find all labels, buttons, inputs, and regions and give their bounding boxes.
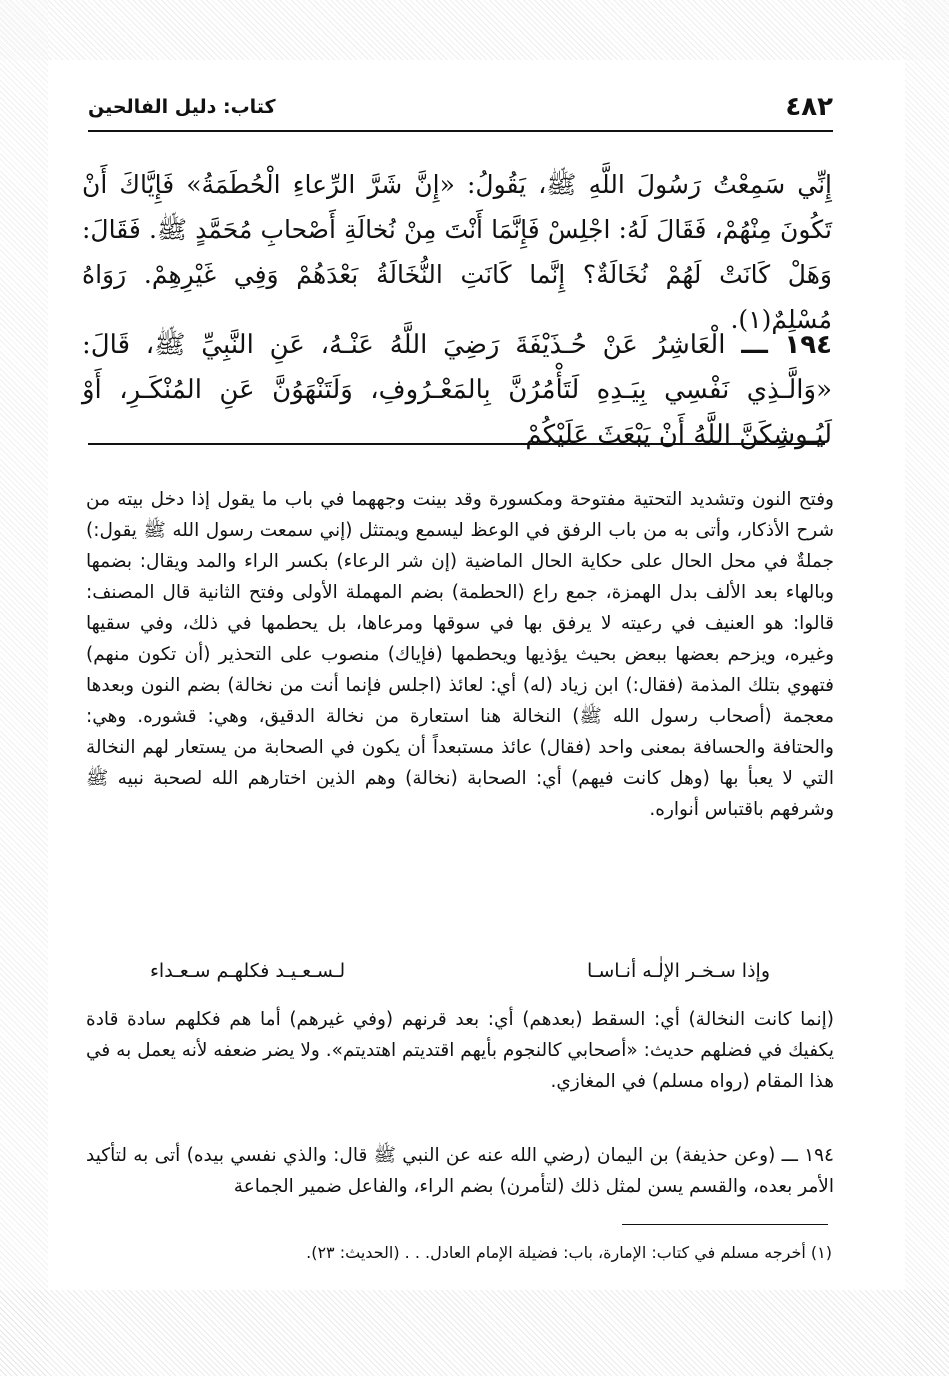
footnote: (١) أخرجه مسلم في كتاب: الإمارة، باب: فضيلة الإمام العادل. . . (الحديث: ٢٣). bbox=[306, 1243, 832, 1262]
page-header bbox=[88, 88, 833, 128]
hadith-number: ١٩٤ ـــ bbox=[741, 330, 833, 360]
page-edge-texture bbox=[0, 0, 949, 60]
page-number: ٤٨٢ bbox=[785, 92, 833, 122]
header-divider bbox=[88, 130, 833, 132]
commentary-paragraph: وفتح النون وتشديد التحتية مفتوحة ومكسورة وقد بينت وجههما في باب ما يقول إذا دخل بيته من شرح الأذكار، وأتى به من باب الرفق في الوعظ ليسمع ويمتثل (إني سمعت رسول الله ﷺ يقول:) جملةٌ في محل الحال على حكاية الحال الماضية (إن شر الرعاء) بكسر الراء والمد ويقال: بضمها وبالهاء بعد الألف بدل الهمزة، جمع راع (الحطمة) بضم المهملة الأولى وفتح الثانية قال المصنف: قالوا: هو العنيف في رعيته لا يرفق بها في سوقها ومرعاها، بل يحطمها في ذلك، وفي سقيها وغيره، ويزحم بعضها ببعض بحيث يؤذيها ويحطمها (فإياك) منصوب على التحذير (أن تكون منهم) فتهوي بتلك المذمة (فقال:) ابن زياد (له) أي: لعائذ (اجلس فإنما أنت من نخالة) بضم النون وبعدها معجمة (أصحاب رسول الله ﷺ) النخالة هنا استعارة من نخالة الدقيق، وهي: قشوره. وهي: والحتافة والحسافة بمعنى واحد (فقال) عائذ مستبعداً أن يكون في الصحابة من يستعار لهم النخالة التي لا يعبأ بها (وهل كانت فيهم) أي: الصحابة (نخالة) وهم الذين اختارهم الله لصحبة نبيه ﷺ وشرفهم باقتباس أنواره. bbox=[86, 489, 834, 820]
text-commentary-divider bbox=[88, 443, 825, 445]
poem-verse bbox=[150, 956, 770, 986]
page-edge-texture bbox=[0, 0, 48, 1376]
commentary-paragraph: ١٩٤ ـــ (وعن حذيفة) بن اليمان (رضي الله عنه عن النبي ﷺ قال: والذي نفسي بيده) أتى به لتأكيد الأمر بعده، والقسم يسن لمثل ذلك (لتأمرن) بضم الراء، والفاعل ضمير الجماعة bbox=[86, 1145, 834, 1197]
page-edge-texture bbox=[0, 1290, 949, 1376]
poem-hemistich-first: وإذا سـخـر الإلٰـه أنـاسـا bbox=[587, 960, 770, 982]
poem-hemistich-second: لـسـعـيـد فكلهـم سـعـداء bbox=[150, 960, 346, 982]
page-edge-texture bbox=[905, 0, 949, 1376]
hadith-194 bbox=[82, 323, 832, 458]
hadith-text-continuation: إِنِّي سَمِعْتُ رَسُولَ اللَّهِ ﷺ، يَقُولُ: «إِنَّ شَرَّ الرِّعاءِ الْحُطَمَةُ» فَإِيَّاكَ أَنْ تَكُونَ مِنْهُمْ، فَقَالَ لَهُ: اجْلِسْ فَإِنَّمَا أَنْتَ مِنْ نُخالَةِ أَصْحابِ مُحَمَّدٍ ﷺ. فَقَالَ: وَهَلْ كَانَتْ لَهُمْ نُخَالَةٌ؟ إِنَّما كَانَتِ النُّخَالَةُ بَعْدَهُمْ وَفِي غَيْرِهِمْ. رَوَاهُ مُسْلِمٌ(١). bbox=[82, 170, 832, 334]
footnote-divider bbox=[622, 1224, 828, 1225]
book-title: كتاب: دليل الفالحين bbox=[88, 96, 276, 118]
commentary-paragraph: (إنما كانت النخالة) أي: السقط (بعدهم) أي: بعد قرنهم (وفي غيرهم) أما هم فكلهم سادة قادة يكفيك في فضلهم حديث: «أصحابي كالنجوم بأيهم اقتديتم اهتديتم». ولا يضر ضعفه لأنه يعمل به في هذا المقام (رواه مسلم) في المغازي. bbox=[86, 1009, 834, 1092]
hadith-194-text: الْعَاشِرُ عَنْ حُـذَيْفَةَ رَضِيَ اللَّهُ عَنْـهُ، عَنِ النَّبِيِّ ﷺ، قَالَ: «وَالَّـذِي نَفْسِي بِيَـدِهِ لَتَأْمُرُنَّ بِالمَعْـرُوفِ، وَلَتَنْهَوُنَّ عَنِ المُنْكَـرِ، أَوْ لَيُـوشِكَنَّ اللَّهُ أَنْ يَبْعَثَ عَلَيْكُمْ bbox=[82, 330, 832, 450]
